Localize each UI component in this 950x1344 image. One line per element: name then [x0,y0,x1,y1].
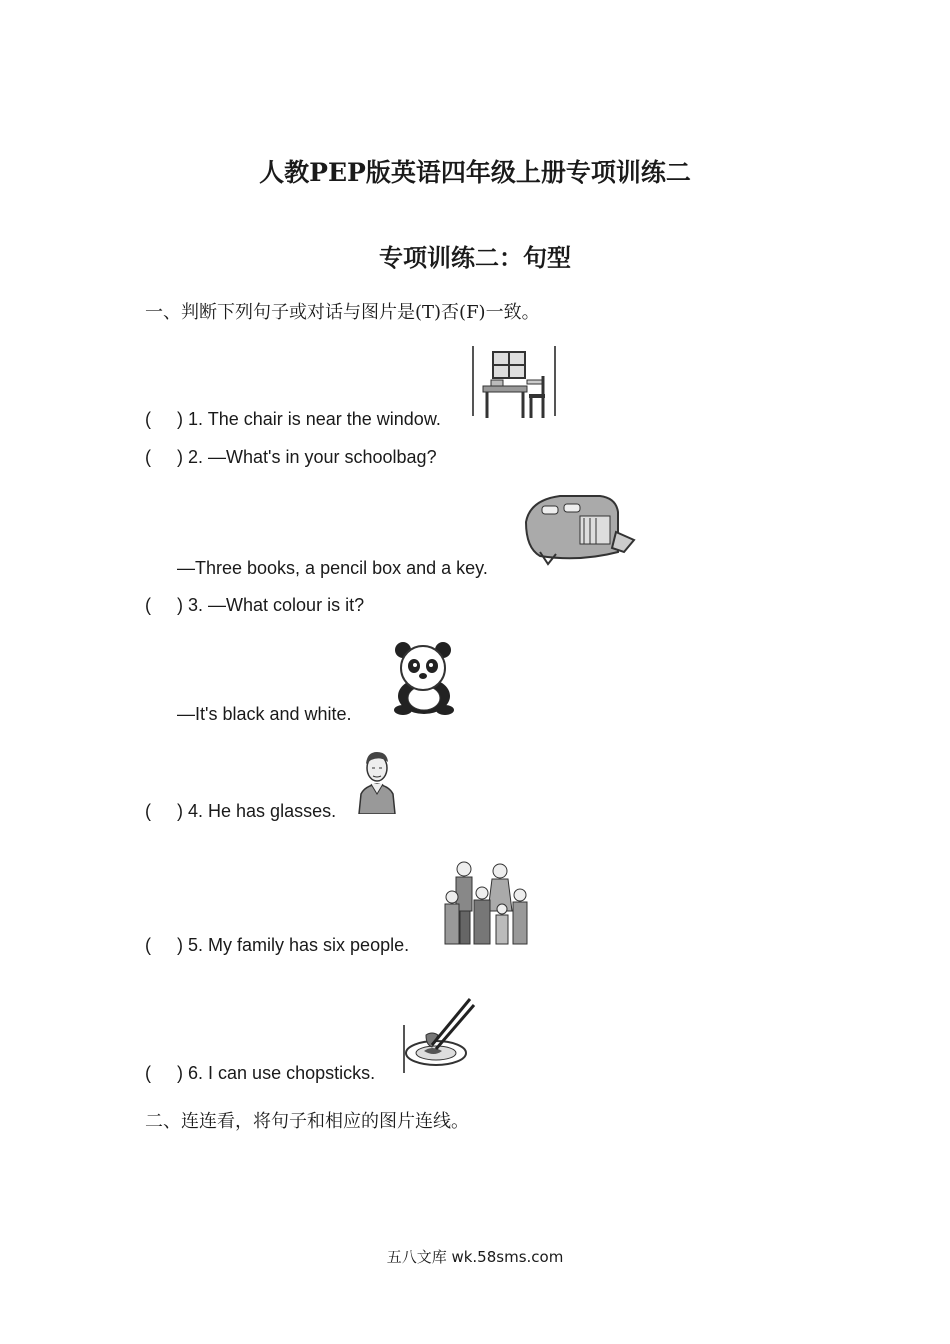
question-3-text: 3. —What colour is it? [188,595,365,615]
question-4 [145,801,336,822]
question-1 [145,409,441,430]
family-group-icon [440,859,530,947]
question-3-answer: —It's black and white. [177,704,352,724]
answer-paren-open[interactable]: ( [145,1063,151,1083]
page-title: 人教PEP版英语四年级上册专项训练二 [259,158,691,187]
footer-watermark: 五八文库 wk.58sms.com [386,1248,564,1266]
chopsticks-plate-icon [402,995,476,1073]
question-5 [145,935,409,956]
question-2-text: 2. —What's in your schoolbag? [188,447,437,467]
open-schoolbag-icon [520,492,636,566]
answer-paren-open[interactable]: ( [145,409,151,429]
answer-paren-close: ) [177,409,183,429]
answer-paren-close: ) [177,595,183,615]
man-portrait-icon [355,748,399,814]
answer-paren-open[interactable]: ( [145,447,151,467]
question-6-text: 6. I can use chopsticks. [188,1063,376,1083]
question-2 [145,447,437,468]
question-4-text: 4. He has glasses. [188,801,337,821]
question-5-text: 5. My family has six people. [188,935,410,955]
section-2-heading: 二、连连看，将句子和相应的图片连线。 [145,1111,469,1132]
panda-icon [389,640,459,716]
answer-paren-close: ) [177,935,183,955]
answer-paren-open[interactable]: ( [145,935,151,955]
answer-paren-open[interactable]: ( [145,595,151,615]
answer-paren-close: ) [177,1063,183,1083]
classroom-window-chair-icon [469,346,561,422]
answer-paren-close: ) [177,447,183,467]
question-6 [145,1063,375,1084]
answer-paren-close: ) [177,801,183,821]
question-3 [145,595,364,616]
page-subtitle: 专项训练二：句型 [379,243,571,272]
answer-paren-open[interactable]: ( [145,801,151,821]
section-1-heading: 一、判断下列句子或对话与图片是(T)否(F)一致。 [145,302,540,323]
question-1-text: 1. The chair is near the window. [188,409,441,429]
question-2-answer: —Three books, a pencil box and a key. [177,558,488,578]
